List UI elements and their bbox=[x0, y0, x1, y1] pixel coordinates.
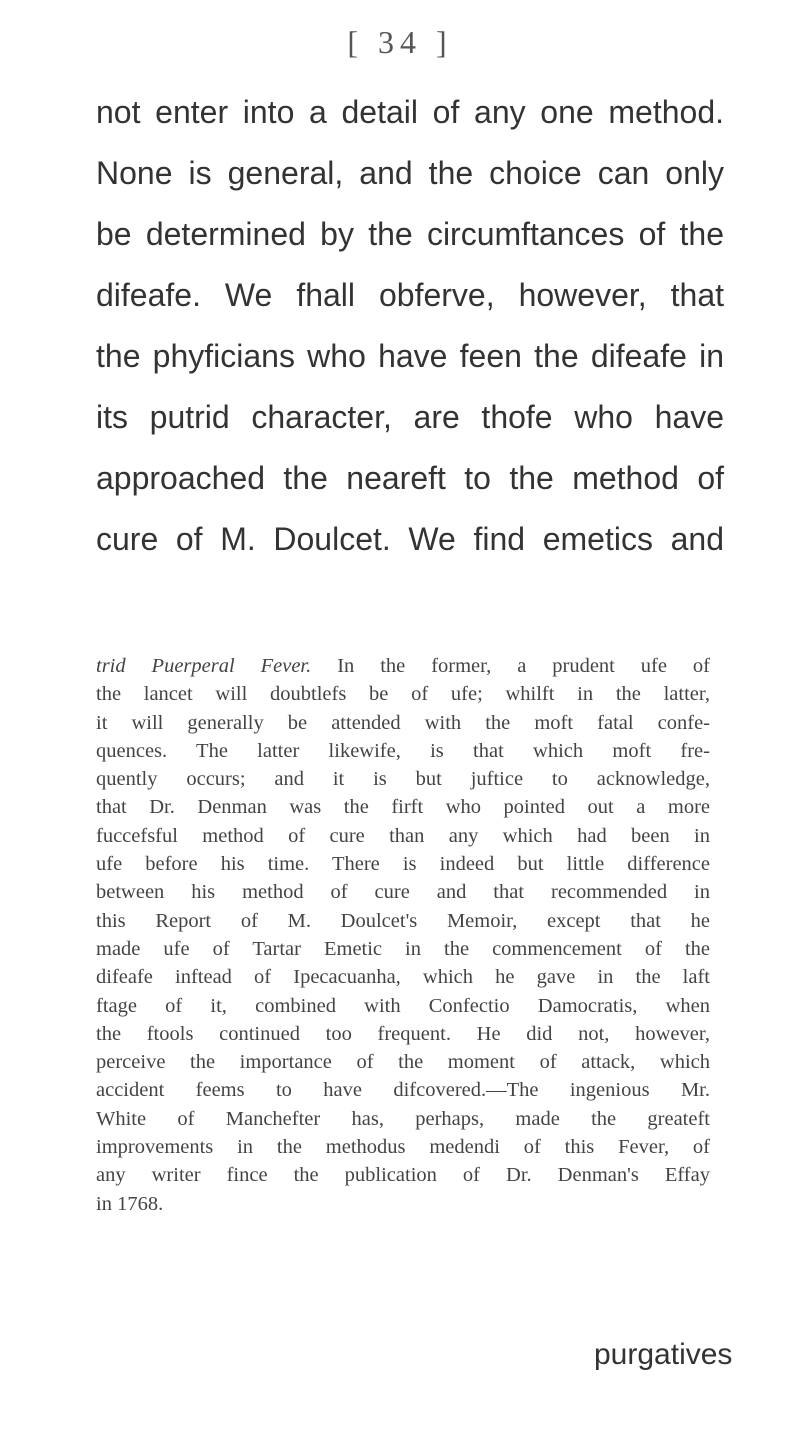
main-text-line: the phyficians who have feen the difeafe in bbox=[96, 338, 724, 374]
footnote-line: any writer fince the publication of Dr. Denman's Effay bbox=[96, 1164, 710, 1187]
footnote-line: it will generally be attended with the moft fatal confe- bbox=[96, 711, 710, 734]
footnote-line: accident feems to have difcovered.—The ingenious Mr. bbox=[96, 1079, 710, 1102]
footnote-line: White of Manchefter has, perhaps, made the greateft bbox=[96, 1107, 710, 1130]
footnote-line: quences. The latter likewife, is that which moft fre- bbox=[96, 739, 710, 762]
catchword: purgatives bbox=[594, 1338, 733, 1371]
footnote-line: the lancet will doubtlefs be of ufe; whilft in the latter, bbox=[96, 683, 710, 706]
main-text-line: None is general, and the choice can only bbox=[96, 155, 724, 191]
main-text-line: not enter into a detail of any one method. bbox=[96, 94, 724, 130]
footnote-line: this Report of M. Doulcet's Memoir, except that he bbox=[96, 909, 710, 932]
footnote-line: perceive the importance of the moment of attack, which bbox=[96, 1051, 710, 1074]
footnote-line: improvements in the methodus medendi of this Fever, of bbox=[96, 1136, 710, 1159]
footnote-line: difeafe inftead of Ipecacuanha, which he gave in the laft bbox=[96, 966, 710, 989]
footnote-first-line-text: In the former, a prudent ufe of bbox=[311, 655, 710, 677]
main-text bbox=[96, 82, 724, 570]
footnote-line: the ftools continued too frequent. He did not, however, bbox=[96, 1022, 710, 1045]
footnote-line: fuccefsful method of cure than any which had been in bbox=[96, 824, 710, 847]
main-text-line: approached the neareft to the method of bbox=[96, 460, 724, 496]
footnote-line: made ufe of Tartar Emetic in the commencement of the bbox=[96, 937, 710, 960]
main-text-line: cure of M. Doulcet. We find emetics and bbox=[96, 521, 724, 557]
footnote-title: trid Puerperal Fever. bbox=[96, 655, 312, 677]
main-text-line: be determined by the circumftances of the bbox=[96, 216, 724, 252]
page-number: [ 34 ] bbox=[347, 24, 453, 60]
footnote-line: quently occurs; and it is but juftice to acknowledge, bbox=[96, 768, 710, 791]
footnote-line bbox=[96, 652, 710, 680]
footnote-line: in 1768. bbox=[96, 1192, 164, 1215]
footnote-line: that Dr. Denman was the firft who pointed out a more bbox=[96, 796, 710, 819]
footnote-line: between his method of cure and that recommended in bbox=[96, 881, 710, 904]
footnote-line: ufe before his time. There is indeed but little difference bbox=[96, 853, 710, 876]
footnote-line: ftage of it, combined with Confectio Damocratis, when bbox=[96, 994, 710, 1017]
footnote bbox=[96, 652, 710, 1218]
main-text-line: its putrid character, are thofe who have bbox=[96, 399, 724, 435]
main-text-line: difeafe. We fhall obferve, however, that bbox=[96, 277, 724, 313]
